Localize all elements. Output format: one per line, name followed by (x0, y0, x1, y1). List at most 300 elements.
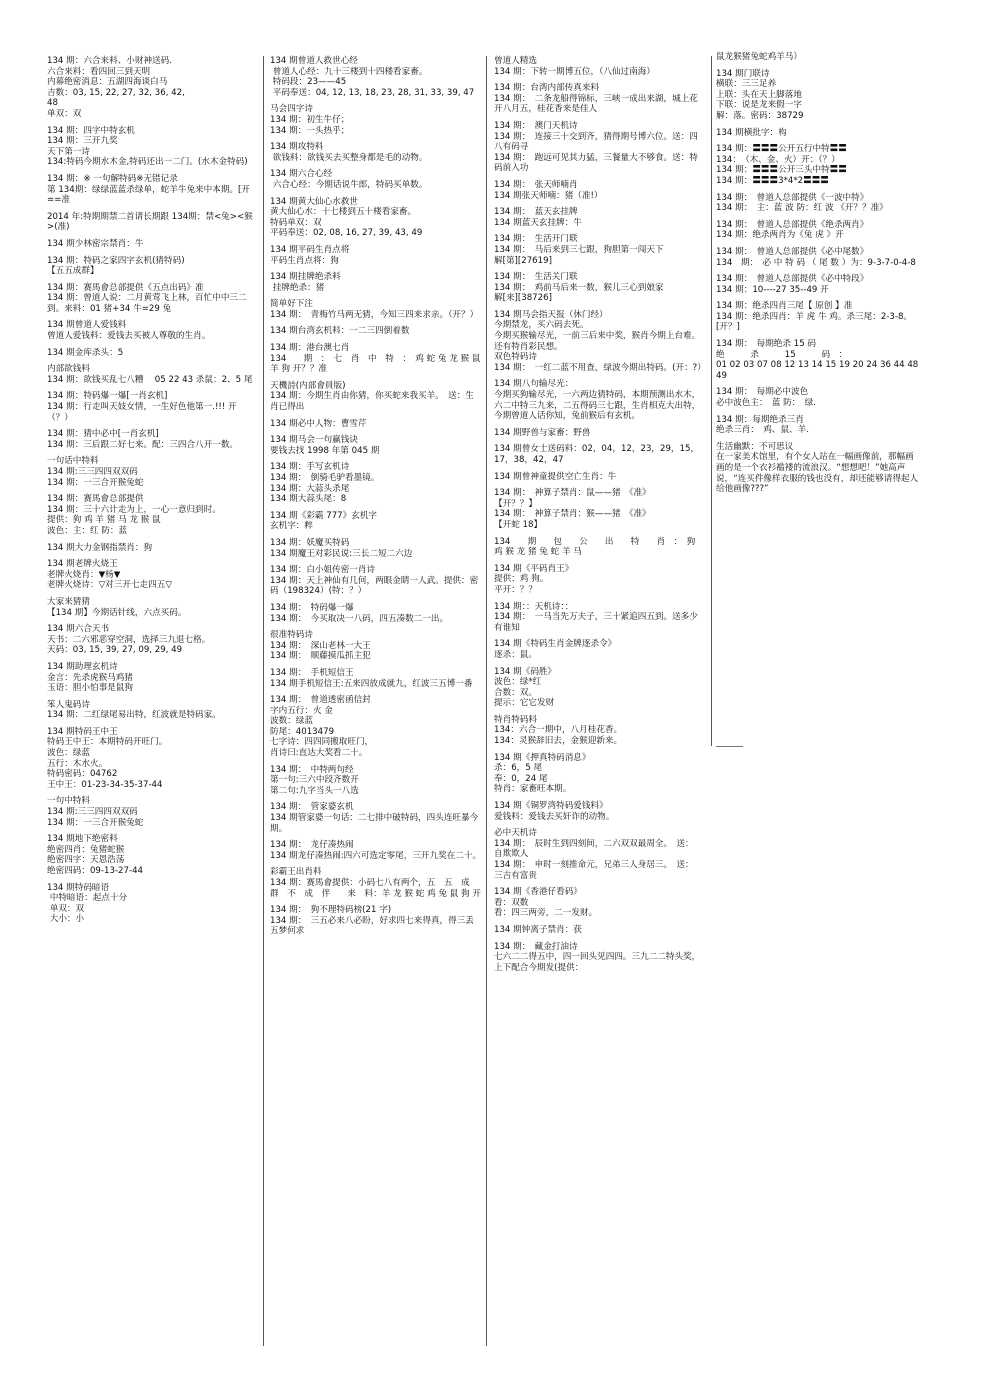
column-4 (716, 52, 920, 692)
text-block (47, 364, 255, 385)
text-line: 134 期必中人物：曹雪芹 (270, 418, 367, 429)
text-block (494, 488, 702, 530)
text-line: 134 期特码暗语 (47, 882, 110, 893)
text-line: 中特暗语：起点十分 (47, 893, 128, 904)
text-block (494, 828, 702, 881)
text-line: 爱钱料：爱钱去买奸诈的动物。 (494, 811, 615, 822)
text-line: 笨人鬼码诗 (47, 699, 90, 710)
text-line: 134 期： 曾道人总部提供《必中尾数》 (716, 246, 869, 257)
text-line: 134 期：三后跟二好七来。配：三四合八开一数。 (47, 439, 239, 450)
text-line: 在一家美术馆里，有个女人站在一幅画像前，那幅画画的是一个衣衫褴褛的流浪汉。“想想吧！”她高声说，“连买件像样衣服的钱也没有，却还能够请得起人给他画像???” (716, 452, 919, 495)
text-block (47, 700, 255, 721)
text-line: 平码奉送：04, 12, 13, 18, 23, 28, 31, 33, 39, 47 (270, 87, 475, 98)
text-block (494, 207, 702, 228)
text-line: 134 期助理玄机诗 (47, 661, 118, 672)
text-line: 134 期： 澳门天机诗 (494, 120, 578, 131)
text-line: 134 期攻特料 (270, 142, 324, 153)
text-line: 马会四字诗 (270, 104, 313, 115)
text-block (270, 630, 482, 662)
text-block (47, 320, 255, 341)
text-line: 七字诗：四四同搬取旺门， (270, 737, 374, 748)
text-block (494, 753, 702, 795)
text-line: 134 期： 曾道透密函信封 (270, 695, 371, 706)
text-line: 134 期：下转一期博五位，（八仙过南海） (494, 66, 655, 77)
text-block (716, 144, 920, 186)
text-line: 波数：绿蓝 (270, 716, 313, 727)
text-block (270, 802, 482, 834)
text-line: 金言：先杀虎猴马鸡猪 (47, 672, 133, 683)
text-line: 挂牌绝杀：猪 (270, 282, 325, 293)
text-line: 134 期： 跑远可见其力猛，三餐量大不够食。送：特码前入功 (494, 152, 698, 174)
text-line: 134 期： 龙仔凑热闹 (270, 840, 354, 851)
text-line: 134 期 包 公 出 特 肖 ： 狗 鸡 猴 龙 猪 兔 蛇 羊 马 (494, 536, 698, 558)
text-line: 合数：双。 (494, 687, 537, 698)
text-line: 134 期： 曾道人总部提供《必中特段》 (716, 274, 869, 285)
column-1 (47, 56, 255, 1366)
text-line: 134 期：台湾内部传真来料 (494, 83, 600, 94)
text-line: 134 期： 藏金打油诗 (494, 941, 578, 952)
text-line: 134 期： 青梅竹马两无猜，今知三四来求亲。（开？） (270, 309, 479, 320)
text-block (494, 272, 702, 304)
text-block (716, 387, 920, 408)
text-line: 134 期《彩霸 777》玄机字 (270, 510, 378, 521)
text-line: 134 期门联诗 (716, 68, 770, 79)
text-line: 134 期特码王中王 (47, 726, 118, 737)
text-line: 【五五成群】 (47, 266, 99, 277)
text-line: 134 期：赛馬會提供：小码七八有两个，五 五 成 群 不 成 伴 来 料：羊 龙 猴 蛇 鸡 兔 鼠 狗 开 (270, 878, 481, 899)
text-line: 下联：说是龙来假一字 (716, 100, 802, 111)
text-block (270, 840, 482, 861)
column-3 (494, 56, 706, 1346)
text-line: 横联：三三足养 (716, 79, 777, 90)
text-block (494, 444, 702, 465)
text-line: 134 期： 一红二蓝不用查，绿波今期出特码。(开：?） (494, 362, 706, 373)
text-block (494, 234, 702, 266)
text-block (716, 52, 920, 63)
text-line: 134 期：行走叫天妓女情，一生好色他第一.!!! 开（？） (47, 402, 237, 423)
text-line: 134 期 ： 七 肖 中 特 ： 鸡 蛇 兔 龙 猴 鼠 羊 狗 开？？准 (270, 353, 484, 375)
text-block (47, 624, 255, 656)
text-line: 一句话中特料 (47, 456, 99, 467)
text-line: 134 期：一三合开猴兔蛇 (47, 817, 144, 828)
text-block (47, 662, 255, 694)
text-line: 特肖特码料 (494, 714, 537, 725)
text-line: 134 期：白小姐传密一肖诗 (270, 565, 376, 576)
text-line: 要钱去找 1998 年第 045 期 (270, 445, 380, 456)
text-line: 134 期： 三五必来八必盼，好求四七来得真，得三丢五梦何求 (270, 915, 474, 937)
text-block (494, 667, 702, 709)
text-block (716, 442, 920, 495)
text-line: 134 期： 辰时生到四刻间，二六双双最周全。 送：自欺欺人 (494, 838, 694, 860)
text-block (270, 381, 482, 413)
text-line: 48 (47, 98, 58, 109)
text-line: 134 期黄大仙心水救世 (270, 196, 358, 207)
text-line: 134 期：三开九奖 (47, 136, 118, 147)
text-line: 天码：03, 15, 39, 27, 09, 29, 49 (47, 645, 183, 656)
text-block (270, 56, 482, 98)
text-line: 134 期：〓〓〓公开三头中特〓〓 (716, 165, 847, 176)
text-line: 134 期少林密宗禁肖：牛 (47, 238, 144, 249)
text-line: 134 期：六合来料、小财神送码. (47, 56, 172, 66)
text-block (270, 245, 482, 266)
text-line: 波色：绿*红 (494, 677, 542, 688)
text-line: 134：灵猴辞旧去，金猴迎新来。 (494, 736, 623, 747)
text-line: 134 期： 曾道人总部提供《绝杀两肖》 (716, 219, 869, 230)
text-block (270, 538, 482, 559)
text-line: 134 期龙仔凑热闹:四六可选定零尾，三开九奖在二十。 (270, 850, 482, 861)
text-block (47, 239, 255, 250)
text-line: 134 期八句输尽光： (494, 379, 574, 390)
text-block (494, 121, 702, 174)
text-block (494, 715, 702, 747)
text-line: 七六二二得五中，四一回头见四四。三九二二特头奖，上下配合今期发(提供： (494, 952, 701, 973)
text-line: 双色特码诗 (494, 352, 537, 363)
section-divider (716, 746, 743, 747)
text-line: 134 期六合心经 (270, 169, 333, 180)
text-line: 134 期挂牌绝杀料 (270, 272, 341, 283)
text-line: 平码生肖点将：狗 (270, 255, 339, 266)
text-line: 134 期：※ 一句解特码※无错记录 (47, 173, 178, 184)
text-line: 134 期：天上神仙有几何，两眼金睛一人武。提供：密码（198324）(特：？） (270, 575, 479, 597)
text-line: 134 期：〓〓〓3*4*2〓〓〓 (716, 175, 829, 186)
text-line: 134 期： 主：蓝 波 防：红 波 《开？？准》 (716, 203, 888, 214)
text-block (270, 867, 482, 899)
text-line: 01 02 03 07 08 12 13 14 15 19 20 24 36 44 48 49 (716, 360, 922, 381)
text-line: 老牌火烧肖：▼杨▼ (47, 569, 121, 580)
text-line: 134 期《香港仔看码》 (494, 887, 582, 898)
text-block (716, 415, 920, 436)
text-line: 134 期手机短信王:五来四放成就九，红波三五博一番 (270, 678, 473, 689)
text-line: 欲钱料：欲钱买去买整身都是毛的动物。 (270, 152, 428, 163)
text-line: 134 期：一三合开猴兔蛇 (47, 477, 144, 488)
text-line: 134 期：初生牛仔； (270, 114, 350, 125)
column-divider (486, 56, 487, 1346)
text-line: 绝密四肖：兔猪蛇猴 (47, 844, 125, 855)
text-block (270, 272, 482, 293)
text-line: 【134 期】今期话针线，六点买码。 (47, 607, 187, 618)
text-line: 今期禁龙，买六码去死。 (494, 320, 589, 331)
column-divider (263, 56, 264, 1346)
text-block (47, 834, 255, 876)
text-line: 134 期：大蒜头杀尾 (270, 483, 350, 494)
text-line: 特码王中王：本期特码开旺门。 (47, 737, 168, 748)
text-block (270, 603, 482, 624)
text-line: 134 期：妖魔买特码 (270, 537, 350, 548)
text-line: 134 期管家婆一句话：二七排中破特码，四头连旺暴今期。 (270, 813, 479, 834)
text-line: 134 期：每期绝杀三肖 (716, 414, 804, 425)
text-line: 绝密四字：天恩浩荡 (47, 855, 125, 866)
text-block (47, 429, 255, 450)
text-line: 六合心经：今期话说牛郎，特码买单数。 (270, 179, 428, 190)
text-block (270, 668, 482, 689)
text-line: 134 期：一头热乎； (270, 125, 350, 136)
text-line: 看：双数 (494, 897, 529, 908)
text-line: 134 期： 神算子禁肖：鼠——猪 《准》 (494, 488, 651, 499)
text-block (270, 326, 482, 337)
text-line: 134 期： 曾道人总部提供《一波中特》 (716, 192, 869, 203)
text-block (270, 299, 482, 320)
text-block (716, 339, 920, 381)
text-line: 第 134期：绿绿蓝蓝杀绿单，蛇羊牛兔来中本期。[开==准 (47, 184, 250, 206)
text-line: 134 期：〓〓〓公开五行中特〓〓 (716, 144, 847, 155)
text-line: 134 期：：天机诗：： (494, 601, 574, 612)
text-block (47, 456, 255, 488)
text-block (270, 765, 482, 797)
text-block (494, 379, 702, 421)
text-block (270, 511, 482, 532)
text-line: 134 期曾神童提供空亡生肖：牛 (494, 471, 617, 482)
text-line: 134 期《铜罗湾特码爱钱料》 (494, 801, 608, 812)
text-block (47, 796, 255, 828)
text-line: 134 期大力金钢指禁肖：狗 (47, 542, 153, 553)
text-block (47, 256, 255, 277)
text-block (270, 169, 482, 190)
text-block (494, 887, 702, 919)
text-line: 曾道人心经：九十三楼到十四楼看家畜。 (270, 66, 428, 77)
text-block (494, 83, 702, 115)
text-line: 第一句:三六中段齐数开 (270, 775, 359, 786)
text-line: 134 期： 必 中 特 码 （ 尾 数 ）为：9-3-7-0-4-8 (716, 257, 916, 268)
text-line: 内幕绝密消息：五湖四海谈白马 (47, 77, 168, 88)
text-line: 绝密四码：09-13-27-44 (47, 866, 144, 876)
text-block (494, 942, 702, 974)
text-line: 今期买狗输尽光，一六两边猜特码，本期预测出水木，六二中特三九来，二五得码三七跟，生肖相克大出特，今期曾道人话你知，兔前猴后有玄机。 (494, 390, 701, 422)
text-line: 逐杀：鼠。 (494, 649, 537, 660)
text-block (270, 695, 482, 759)
text-line: 134 期曾道人爱钱料 (47, 320, 127, 331)
text-block (47, 174, 255, 206)
text-line: 防尾：4013479 (270, 726, 335, 737)
text-block (270, 435, 482, 456)
text-line: 134 期： 倒骑毛驴看墨镜。 (270, 473, 380, 483)
text-line: 波色：绿蓝 (47, 748, 90, 759)
text-line: 134 期:三三四四双双码 (47, 467, 138, 477)
text-line: 134 期六合天书 (47, 624, 110, 635)
text-line: 134 期《押真特码消息》 (494, 752, 591, 763)
text-line: 134 期：绝杀两肖为《兔 虎 》开 (716, 230, 844, 241)
text-block (47, 883, 255, 925)
text-block (494, 472, 702, 483)
text-line: 2014 年:特期期禁二首请长期跟 134期：禁<兔><猴>(准) (47, 211, 253, 233)
text-line: 鼠龙猴猪兔蛇鸡羊马） (716, 52, 802, 62)
text-line: 大家来猜猜 (47, 596, 90, 607)
text-line: 134 期： 手机短信王 (270, 667, 354, 678)
text-line: 单双：双 (47, 903, 85, 914)
text-line: 134 期：绝杀四肖：羊 虎 牛 鸡。杀三尾：2-3-8。[开？] (716, 311, 913, 333)
text-line: 曾道人爱钱料：爱钱去买被人尊敬的生肖。 (47, 331, 211, 342)
text-line: 奉：0，24 尾 (494, 773, 548, 784)
text-line: 134 期： 每期绝杀 15 码 (716, 339, 816, 350)
text-line: 上联：头在天上脚落地 (716, 89, 802, 100)
text-line: 特肖：家畜旺本期。 (494, 784, 572, 795)
text-line: 玉语：胆小怕事是鼠狗 (47, 683, 133, 694)
text-line: 吉数：03, 15, 22, 27, 32, 36, 42, (47, 87, 185, 98)
column-divider (711, 56, 712, 746)
text-block (270, 142, 482, 163)
text-line: 134 期：赛馬會总部提供 (47, 494, 144, 505)
text-line: 134 期:三三四四双双码 (47, 807, 138, 818)
text-line: 玄机字：粹 (270, 521, 313, 532)
text-line: 绝杀三肖： 鸡、鼠、羊. (716, 425, 809, 436)
text-line: 134 期： 蓝天玄挂牌 (494, 207, 578, 218)
text-line: 134 期： 连接三十交到齐，猜得期号博六位。送：四八有码寻 (494, 131, 698, 153)
text-line: 134 期：10----27 35--49 开 (716, 284, 829, 295)
text-line: 134 期曾女士送码料：02，04，12，23，29，15，17，38，42，47 (494, 444, 700, 465)
text-line: 134 期： 申时一刻推命元，兄弟三人身居三。 送：三吉有富贵 (494, 860, 694, 881)
text-block (270, 905, 482, 937)
text-line: 134 期台湾玄机料：一二三四倒着数 (270, 326, 410, 337)
text-block (47, 283, 255, 315)
text-line: 平码奉送：02, 08, 16, 27, 39, 43, 49 (270, 228, 423, 239)
text-line: 134 期： 狗不理特码榜(21 字) (270, 905, 392, 916)
text-line: 134 期平码生肖点将 (270, 244, 350, 255)
text-line: 天機詩(内部會員版) (270, 380, 346, 391)
text-line: 杀：6，5 尾 (494, 763, 543, 774)
text-line: 134 期：曾道人说：二月黄莺飞上林，百忙中中三二到。来料：01 猪+34 牛=29 兔 (47, 293, 247, 314)
text-line: 134 期金库杀头：5 (47, 347, 124, 358)
text-line: 134 期老牌火烧王 (47, 559, 118, 570)
text-block (270, 104, 482, 136)
text-line: 解[第][27619] (494, 255, 552, 266)
text-line: 134 期钟离子禁肖：获 (494, 924, 582, 935)
text-line: 134 期马会一句赢钱诀 (270, 435, 358, 446)
text-line: 生活幽默：不可思议 (716, 441, 794, 452)
text-block (47, 212, 255, 233)
text-line: 134 期地下绝密料 (47, 834, 118, 845)
text-line: 绝 杀 15 码 ： (716, 349, 848, 360)
text-block (47, 348, 255, 359)
text-line: 六合来料：看四回三到天明 (47, 66, 151, 77)
text-block (494, 428, 702, 439)
text-line: 提供：狗 鸡 羊 猪 马 龙 猴 鼠 (47, 515, 161, 526)
text-line: 134 期： 特码爆一爆 (270, 602, 354, 613)
text-line: 解：落。密码：38729 (716, 110, 804, 121)
text-block (494, 564, 702, 596)
text-line: 134 期：赛馬會总部提供《五点出码》准 (47, 282, 204, 293)
text-block (716, 128, 920, 139)
text-line: 134 期：港台澳七肖 (270, 343, 350, 354)
text-line: 134： （木、金、火）开：（？） (716, 154, 840, 165)
text-line: 单双：双 (47, 108, 82, 119)
text-line: 134 期：猜中必中[一肖玄机] (47, 429, 159, 440)
text-line: 肖诗曰:直达大奖看二十。 (270, 748, 368, 759)
text-line: 134 期： 今买取决一八码，四五凑数二一出。 (270, 613, 449, 624)
text-block (494, 180, 702, 201)
text-block (494, 602, 702, 634)
text-line: 134 期： 中特两句经 (270, 764, 354, 775)
text-block (47, 494, 255, 536)
text-line: 平开：？？ (494, 584, 537, 595)
text-block (47, 727, 255, 791)
text-block (716, 274, 920, 295)
text-line: 134 期马会指天报（休门经） (494, 309, 608, 320)
text-line: 134 期： 鸡前马后来一数，猴儿三心到娘家 (494, 282, 664, 293)
text-line: 134 期： 马后来到三七跟，狗胆第一闯天下 (494, 244, 664, 255)
text-block (47, 543, 255, 554)
text-block (494, 925, 702, 936)
text-line: 134 期： 管家婆玄机 (270, 802, 354, 813)
text-line: 天下第一诗 (47, 146, 90, 157)
text-line: 134 期《平码肖王》 (494, 563, 574, 574)
text-block (47, 126, 255, 168)
text-line: 134 期： 神算子禁肖：猴——猪 《准》 (494, 509, 651, 520)
text-line: 第二句:九字当头一八选 (270, 785, 359, 796)
text-line: 134 期大蒜头尾：8 (270, 494, 347, 505)
text-line: 134 期： 生活关门联 (494, 272, 578, 283)
text-line: 曾道人精选 (494, 56, 537, 66)
text-line: 黄大仙心水：十七楼到五十楼看家畜。 (270, 207, 417, 218)
text-line: 王中王：01-23-34-35-37-44 (47, 779, 163, 790)
text-line: 134 期曾道人救世心经 (270, 56, 358, 66)
text-block (494, 537, 702, 558)
text-line: 一句中特料 (47, 796, 90, 807)
text-line: 134 期：手写玄机诗 (270, 462, 350, 473)
text-line: 特码密码：04762 (47, 769, 118, 780)
text-block (47, 597, 255, 618)
text-line: 必中波色主： 蓝 防： 绿． (716, 398, 822, 409)
text-line: 134 期：今期生肖由你猜，你买蛇来我买羊。 送：生肖已得出 (270, 391, 474, 413)
text-line: 看：四三两旁，二一发财。 (494, 908, 598, 919)
text-block (47, 559, 255, 591)
text-line: 134 期张天师喃：猪（准!） (494, 190, 603, 201)
text-line: 134 期： 二条龙船得锦标，三峡一成出来湖，城上花开八月五，桂花香来是佳人 (494, 93, 698, 115)
text-block (494, 639, 702, 660)
text-line: 134 期：特码爆一爆[一肖玄机] (47, 391, 168, 402)
text-block (716, 301, 920, 333)
text-line: 134 期： 一马当先万夫子，三十紧追四五到。送多少有谁知 (494, 612, 698, 633)
text-block (716, 193, 920, 214)
text-line: 134 期：特码之家四字玄机(猜特码) (47, 255, 185, 266)
text-line: 简单好下注 (270, 299, 313, 310)
text-line: 今期买猴输尽光，一前三后来中奖，猴肖今期上台难。还有特肖彩民想。 (494, 331, 701, 352)
text-line: 134 期： 生活开门联 (494, 234, 578, 245)
text-line: 134：六合一期中，八月桂花香。 (494, 725, 623, 736)
text-block (47, 391, 255, 423)
text-line: 字内五行：火 金 (270, 705, 333, 716)
text-line: 134 期魔王对彩民说:三长二短二六边 (270, 548, 413, 559)
text-line: 134 期： 张天师喃肖 (494, 179, 578, 190)
text-line: 134 期：绝杀四肖三尾【 原创 】准 (716, 301, 853, 312)
text-line: 五行：木水火。 (47, 758, 108, 769)
text-line: 134 期： 顺藤摸瓜抓主犯 (270, 651, 371, 662)
text-line: 特码段：23——45 (270, 77, 347, 88)
text-line: 134 期： 深山老林一大王 (270, 640, 371, 651)
text-line: 134 期蓝天玄挂牌：牛 (494, 217, 582, 228)
text-line: 134 期野兽与家畜：野兽 (494, 427, 591, 438)
text-line: 提示：它它发财 (494, 698, 555, 709)
text-block (494, 56, 702, 77)
text-line: 提供：鸡 狗。 (494, 574, 549, 585)
text-block (270, 565, 482, 597)
text-line: 134:特码今期水木金,特码还出一二门。(水木金特码) (47, 157, 248, 168)
text-block (716, 247, 920, 268)
text-line: 天书：二六邪恶穿空洞，选择三九退七格。 (47, 634, 211, 645)
text-line: 很准特码诗 (270, 630, 313, 641)
text-line: 内部欲钱料 (47, 364, 90, 375)
text-line: 【开？？】 (494, 498, 537, 509)
text-line: 解[来][38726] (494, 293, 552, 304)
text-line: 134 期：二红绿尾易出特，红波就是特码家。 (47, 710, 221, 721)
text-line: 134 期：三十六计走为上，一心一意归到时。 (47, 504, 221, 515)
text-line: 134 期：四字中特玄机 (47, 125, 135, 136)
text-line: 大小：小 (47, 914, 85, 925)
text-block (270, 197, 482, 239)
text-block (494, 309, 706, 374)
text-block (47, 56, 255, 120)
text-line: 【开蛇 18】 (494, 519, 543, 530)
text-block (270, 343, 482, 375)
text-line: 134 期： 每期必中波色 (716, 387, 809, 398)
